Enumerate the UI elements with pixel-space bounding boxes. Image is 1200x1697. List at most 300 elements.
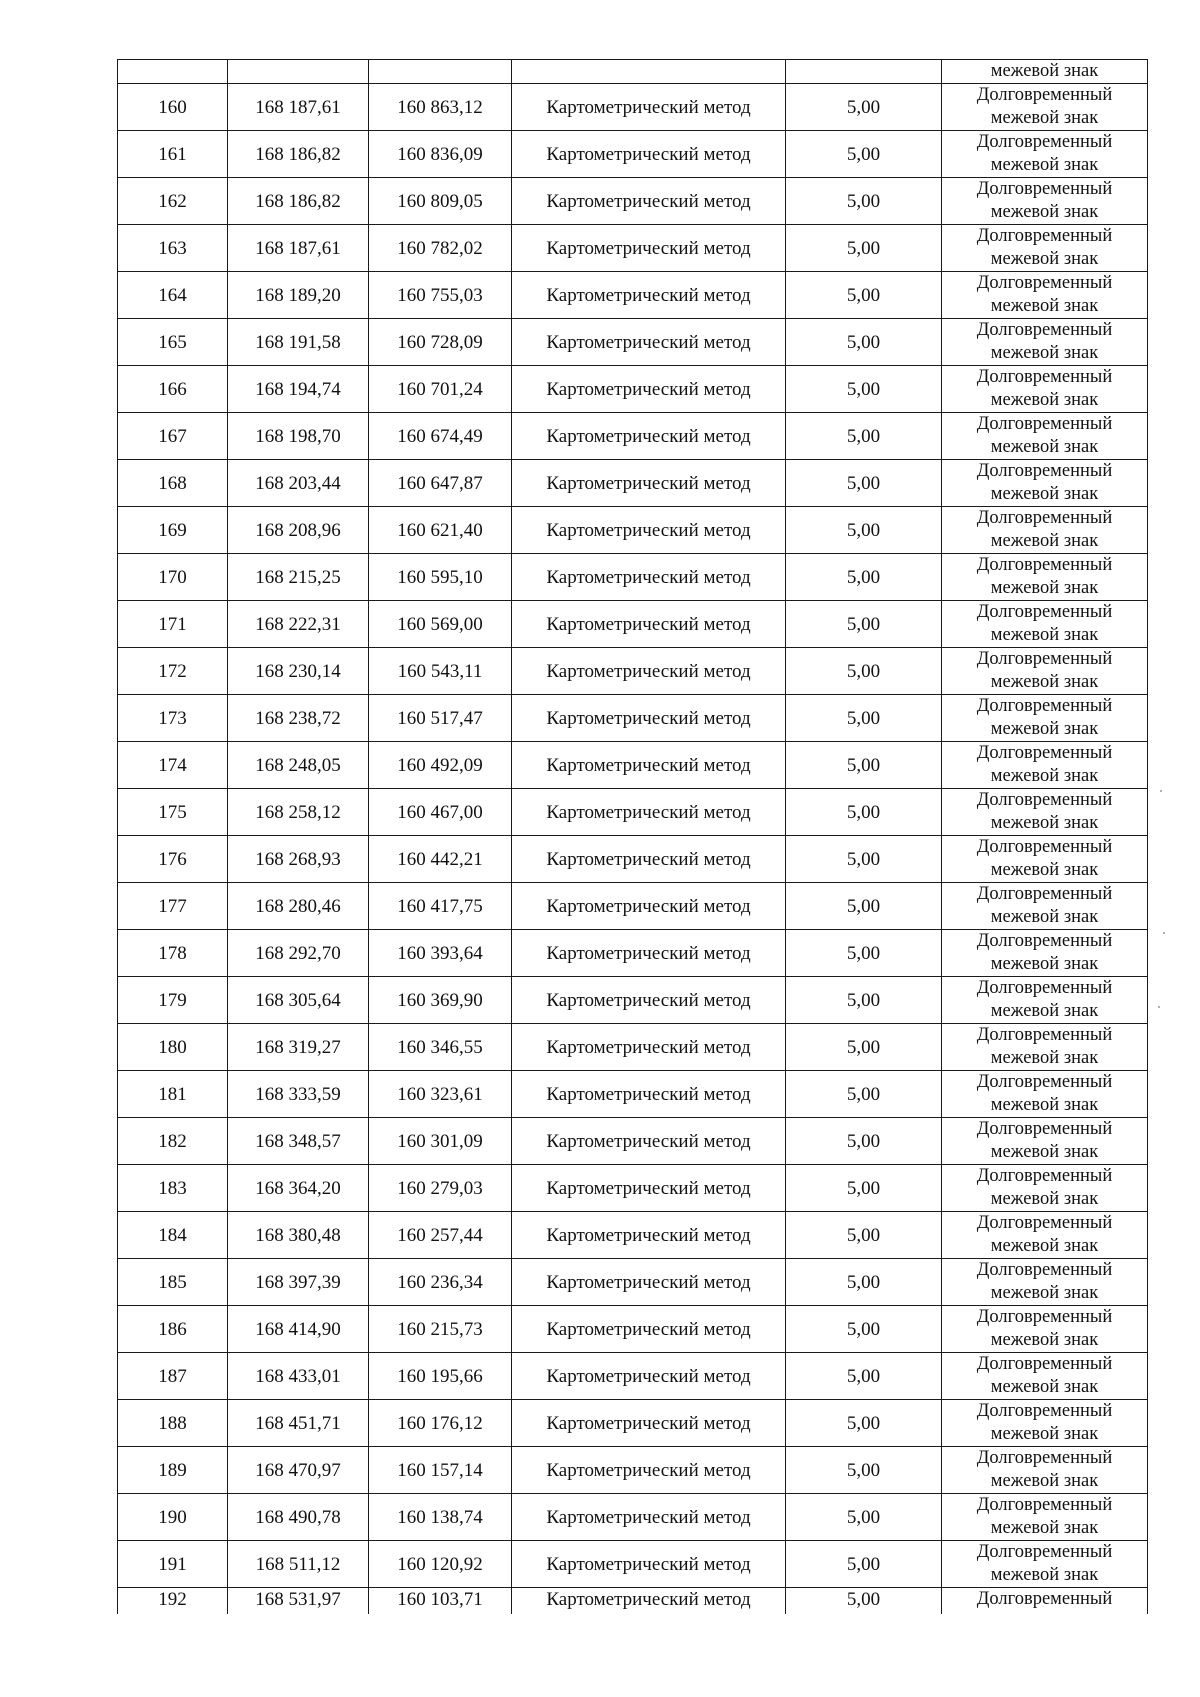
mark-line: межевой знак: [990, 907, 1099, 927]
table-row: [118, 930, 1148, 977]
precision-cell: 5,00: [786, 1165, 942, 1212]
point-number-cell: 192: [118, 1588, 228, 1615]
mark-description-cell: [942, 554, 1148, 601]
method-cell: Картометрический метод: [512, 178, 786, 225]
mark-line: межевой знак: [990, 296, 1099, 316]
mark-line: межевой знак: [990, 1424, 1099, 1444]
mark-description-cell: [942, 1494, 1148, 1541]
x-coordinate-cell: 168 268,93: [228, 836, 369, 883]
point-number-cell: 183: [118, 1165, 228, 1212]
point-number-cell: 168: [118, 460, 228, 507]
point-number-cell: 162: [118, 178, 228, 225]
method-cell: Картометрический метод: [512, 1400, 786, 1447]
y-coordinate-cell: 160 863,12: [369, 84, 512, 131]
precision-cell: 5,00: [786, 507, 942, 554]
y-coordinate-cell: 160 569,00: [369, 601, 512, 648]
x-coordinate-cell: 168 380,48: [228, 1212, 369, 1259]
precision-cell: 5,00: [786, 554, 942, 601]
table-row: [118, 1400, 1148, 1447]
y-coordinate-cell: 160 195,66: [369, 1353, 512, 1400]
method-cell: Картометрический метод: [512, 1165, 786, 1212]
point-number-cell: 189: [118, 1447, 228, 1494]
y-coordinate-cell: 160 492,09: [369, 742, 512, 789]
mark-line: межевой знак: [990, 155, 1099, 175]
precision-cell: 5,00: [786, 1118, 942, 1165]
precision-cell: 5,00: [786, 1259, 942, 1306]
mark-line: Долговременный: [976, 226, 1113, 246]
table-row: [118, 836, 1148, 883]
precision-cell: 5,00: [786, 742, 942, 789]
precision-cell: 5,00: [786, 883, 942, 930]
mark-description-cell: [942, 1071, 1148, 1118]
mark-line: Долговременный: [976, 884, 1113, 904]
precision-cell: 5,00: [786, 1400, 942, 1447]
method-cell: Картометрический метод: [512, 789, 786, 836]
mark-line: межевой знак: [990, 813, 1099, 833]
mark-line: Долговременный: [976, 555, 1113, 575]
x-coordinate-cell: 168 215,25: [228, 554, 369, 601]
y-coordinate-cell: 160 103,71: [369, 1588, 512, 1615]
mark-line: межевой знак: [990, 531, 1099, 551]
mark-line: Долговременный: [976, 1401, 1113, 1421]
table-row: [118, 648, 1148, 695]
x-coordinate-cell: 168 397,39: [228, 1259, 369, 1306]
method-cell: Картометрический метод: [512, 366, 786, 413]
method-cell: Картометрический метод: [512, 554, 786, 601]
mark-line: межевой знак: [990, 1236, 1099, 1256]
x-coordinate-cell: 168 511,12: [228, 1541, 369, 1588]
mark-description-cell: [942, 225, 1148, 272]
mark-line: Долговременный: [976, 179, 1113, 199]
y-coordinate-cell: 160 701,24: [369, 366, 512, 413]
point-number-cell: 188: [118, 1400, 228, 1447]
x-coordinate-cell: 168 531,97: [228, 1588, 369, 1615]
y-coordinate-cell: 160 621,40: [369, 507, 512, 554]
mark-line: Долговременный: [976, 367, 1113, 387]
x-coordinate-cell: 168 258,12: [228, 789, 369, 836]
mark-description-cell: [942, 883, 1148, 930]
table-row: [118, 883, 1148, 930]
mark-line: межевой знак: [990, 1330, 1099, 1350]
mark-line: межевой знак: [990, 766, 1099, 786]
x-coordinate-cell: 168 186,82: [228, 131, 369, 178]
table-row: [118, 225, 1148, 272]
point-number-cell: 171: [118, 601, 228, 648]
y-coordinate-cell: 160 647,87: [369, 460, 512, 507]
method-cell: Картометрический метод: [512, 836, 786, 883]
mark-description-cell: [942, 1165, 1148, 1212]
mark-description-cell: [942, 413, 1148, 460]
mark-line: межевой знак: [990, 1283, 1099, 1303]
x-coordinate-cell: 168 230,14: [228, 648, 369, 695]
table-row: [118, 1541, 1148, 1588]
boundary-points-table: [117, 59, 1148, 1614]
mark-line: Долговременный: [976, 1589, 1113, 1609]
method-cell: Картометрический метод: [512, 930, 786, 977]
mark-description-cell: [942, 1400, 1148, 1447]
x-coordinate-cell: 168 470,97: [228, 1447, 369, 1494]
point-number-cell: 172: [118, 648, 228, 695]
table-row: [118, 1212, 1148, 1259]
table-body: [118, 60, 1148, 1615]
mark-description-cell: [942, 1353, 1148, 1400]
method-cell: Картометрический метод: [512, 460, 786, 507]
mark-description-cell: [942, 319, 1148, 366]
mark-line: Долговременный: [976, 602, 1113, 622]
scan-speck: [1158, 1006, 1160, 1008]
y-coordinate-cell: 160 236,34: [369, 1259, 512, 1306]
method-cell: Картометрический метод: [512, 1212, 786, 1259]
mark-line: Долговременный: [976, 461, 1113, 481]
mark-description-cell: [942, 695, 1148, 742]
mark-line: Долговременный: [976, 1260, 1113, 1280]
table-row: [118, 413, 1148, 460]
y-coordinate-cell: 160 369,90: [369, 977, 512, 1024]
x-coordinate-cell: 168 433,01: [228, 1353, 369, 1400]
mark-description-cell: [942, 1447, 1148, 1494]
method-cell: Картометрический метод: [512, 225, 786, 272]
point-number-cell: 175: [118, 789, 228, 836]
point-number-cell: 190: [118, 1494, 228, 1541]
precision-cell: 5,00: [786, 225, 942, 272]
mark-line: Долговременный: [976, 837, 1113, 857]
table-row: [118, 1024, 1148, 1071]
x-coordinate-cell: 168 208,96: [228, 507, 369, 554]
mark-line: Долговременный: [976, 790, 1113, 810]
y-coordinate-cell: 160 809,05: [369, 178, 512, 225]
x-coordinate-cell: 168 414,90: [228, 1306, 369, 1353]
mark-description-cell: [942, 789, 1148, 836]
table-row: [118, 366, 1148, 413]
table-row: [118, 742, 1148, 789]
precision-cell: 5,00: [786, 1353, 942, 1400]
scan-speck: [1163, 932, 1165, 934]
mark-description-cell: [942, 366, 1148, 413]
x-coordinate-cell: 168 238,72: [228, 695, 369, 742]
mark-line: межевой знак: [990, 625, 1099, 645]
method-cell: Картометрический метод: [512, 1071, 786, 1118]
precision-cell: 5,00: [786, 930, 942, 977]
point-number-cell: 164: [118, 272, 228, 319]
method-cell: Картометрический метод: [512, 1259, 786, 1306]
y-coordinate-cell: 160 393,64: [369, 930, 512, 977]
y-coordinate-cell: 160 728,09: [369, 319, 512, 366]
x-coordinate-cell: 168 319,27: [228, 1024, 369, 1071]
mark-line: Долговременный: [976, 1072, 1113, 1092]
mark-line: межевой знак: [990, 390, 1099, 410]
point-number-cell: 180: [118, 1024, 228, 1071]
point-number-cell: 178: [118, 930, 228, 977]
mark-line: Долговременный: [976, 1495, 1113, 1515]
table-row: [118, 178, 1148, 225]
precision-cell: 5,00: [786, 460, 942, 507]
precision-cell: 5,00: [786, 1447, 942, 1494]
x-coordinate-cell: 168 203,44: [228, 460, 369, 507]
point-number-cell: 176: [118, 836, 228, 883]
mark-line: межевой знак: [990, 1048, 1099, 1068]
mark-line: Долговременный: [976, 931, 1113, 951]
mark-line: Долговременный: [976, 1119, 1113, 1139]
point-number-cell: 165: [118, 319, 228, 366]
mark-description-cell: [942, 131, 1148, 178]
y-coordinate-cell: 160 120,92: [369, 1541, 512, 1588]
mark-line: Долговременный: [976, 1307, 1113, 1327]
x-coordinate-cell: 168 248,05: [228, 742, 369, 789]
table-row: [118, 272, 1148, 319]
y-coordinate-cell: 160 138,74: [369, 1494, 512, 1541]
mark-line: межевой знак: [990, 343, 1099, 363]
y-coordinate-cell: [369, 60, 512, 84]
y-coordinate-cell: 160 215,73: [369, 1306, 512, 1353]
y-coordinate-cell: 160 157,14: [369, 1447, 512, 1494]
precision-cell: 5,00: [786, 1494, 942, 1541]
y-coordinate-cell: 160 442,21: [369, 836, 512, 883]
method-cell: Картометрический метод: [512, 1588, 786, 1615]
y-coordinate-cell: 160 467,00: [369, 789, 512, 836]
mark-line: межевой знак: [990, 1189, 1099, 1209]
table-row: [118, 977, 1148, 1024]
mark-description-cell: [942, 1024, 1148, 1071]
mark-line: межевой знак: [990, 437, 1099, 457]
y-coordinate-cell: 160 782,02: [369, 225, 512, 272]
mark-description-cell: [942, 84, 1148, 131]
precision-cell: 5,00: [786, 413, 942, 460]
x-coordinate-cell: 168 194,74: [228, 366, 369, 413]
table-row-continued: [118, 60, 1148, 84]
mark-line: межевой знак: [990, 672, 1099, 692]
table-row: [118, 1259, 1148, 1306]
x-coordinate-cell: [228, 60, 369, 84]
method-cell: Картометрический метод: [512, 742, 786, 789]
method-cell: Картометрический метод: [512, 601, 786, 648]
y-coordinate-cell: 160 517,47: [369, 695, 512, 742]
method-cell: Картометрический метод: [512, 1494, 786, 1541]
mark-description-cell: [942, 460, 1148, 507]
mark-line: Долговременный: [976, 696, 1113, 716]
method-cell: Картометрический метод: [512, 977, 786, 1024]
mark-line: Долговременный: [976, 273, 1113, 293]
point-number-cell: 185: [118, 1259, 228, 1306]
method-cell: Картометрический метод: [512, 1306, 786, 1353]
y-coordinate-cell: 160 346,55: [369, 1024, 512, 1071]
scan-speck: [1160, 790, 1162, 792]
mark-line: Долговременный: [976, 649, 1113, 669]
mark-line: межевой знак: [990, 1518, 1099, 1538]
mark-line: межевой знак: [990, 202, 1099, 222]
precision-cell: 5,00: [786, 1588, 942, 1615]
point-number-cell: 173: [118, 695, 228, 742]
x-coordinate-cell: 168 198,70: [228, 413, 369, 460]
method-cell: Картометрический метод: [512, 507, 786, 554]
y-coordinate-cell: 160 279,03: [369, 1165, 512, 1212]
point-number-cell: 187: [118, 1353, 228, 1400]
table-row: [118, 1118, 1148, 1165]
x-coordinate-cell: 168 451,71: [228, 1400, 369, 1447]
x-coordinate-cell: 168 292,70: [228, 930, 369, 977]
x-coordinate-cell: 168 305,64: [228, 977, 369, 1024]
mark-description-cell: [942, 60, 1148, 84]
point-number-cell: 186: [118, 1306, 228, 1353]
precision-cell: 5,00: [786, 319, 942, 366]
point-number-cell: 184: [118, 1212, 228, 1259]
mark-line: межевой знак: [990, 1377, 1099, 1397]
precision-cell: [786, 60, 942, 84]
mark-line: межевой знак: [990, 484, 1099, 504]
mark-line: Долговременный: [976, 1166, 1113, 1186]
mark-line: межевой знак: [990, 108, 1099, 128]
precision-cell: 5,00: [786, 272, 942, 319]
precision-cell: 5,00: [786, 131, 942, 178]
point-number-cell: 179: [118, 977, 228, 1024]
mark-line: межевой знак: [990, 1095, 1099, 1115]
mark-line: Долговременный: [976, 978, 1113, 998]
method-cell: Картометрический метод: [512, 1447, 786, 1494]
mark-line: Долговременный: [976, 743, 1113, 763]
x-coordinate-cell: 168 222,31: [228, 601, 369, 648]
precision-cell: 5,00: [786, 789, 942, 836]
mark-description-cell: [942, 648, 1148, 695]
precision-cell: 5,00: [786, 695, 942, 742]
table-row: [118, 1494, 1148, 1541]
method-cell: Картометрический метод: [512, 648, 786, 695]
precision-cell: 5,00: [786, 648, 942, 695]
mark-description-cell: [942, 1259, 1148, 1306]
table-row: [118, 1306, 1148, 1353]
point-number-cell: 167: [118, 413, 228, 460]
mark-description-cell: [942, 977, 1148, 1024]
x-coordinate-cell: 168 490,78: [228, 1494, 369, 1541]
mark-description-cell: [942, 272, 1148, 319]
point-number-cell: 169: [118, 507, 228, 554]
mark-line: межевой знак: [990, 1001, 1099, 1021]
x-coordinate-cell: 168 187,61: [228, 225, 369, 272]
table-row: [118, 131, 1148, 178]
table-row: [118, 1447, 1148, 1494]
y-coordinate-cell: 160 176,12: [369, 1400, 512, 1447]
precision-cell: 5,00: [786, 977, 942, 1024]
mark-description-cell: [942, 178, 1148, 225]
table-row: [118, 84, 1148, 131]
y-coordinate-cell: 160 595,10: [369, 554, 512, 601]
x-coordinate-cell: 168 348,57: [228, 1118, 369, 1165]
x-coordinate-cell: 168 187,61: [228, 84, 369, 131]
table-row: [118, 1353, 1148, 1400]
mark-line: Долговременный: [976, 320, 1113, 340]
y-coordinate-cell: 160 257,44: [369, 1212, 512, 1259]
method-cell: Картометрический метод: [512, 695, 786, 742]
mark-description-cell: [942, 1306, 1148, 1353]
precision-cell: 5,00: [786, 1541, 942, 1588]
y-coordinate-cell: 160 674,49: [369, 413, 512, 460]
mark-line: межевой знак: [990, 1142, 1099, 1162]
point-number-cell: 177: [118, 883, 228, 930]
precision-cell: 5,00: [786, 836, 942, 883]
table-row: [118, 460, 1148, 507]
mark-description-cell: [942, 836, 1148, 883]
mark-line: межевой знак: [990, 249, 1099, 269]
table-row: [118, 507, 1148, 554]
point-number-cell: 181: [118, 1071, 228, 1118]
point-number-cell: 182: [118, 1118, 228, 1165]
point-number-cell: [118, 60, 228, 84]
method-cell: Картометрический метод: [512, 1118, 786, 1165]
method-cell: Картометрический метод: [512, 883, 786, 930]
mark-line: межевой знак: [990, 719, 1099, 739]
method-cell: Картометрический метод: [512, 1541, 786, 1588]
mark-description-cell: [942, 601, 1148, 648]
point-number-cell: 160: [118, 84, 228, 131]
y-coordinate-cell: 160 323,61: [369, 1071, 512, 1118]
mark-line: межевой знак: [990, 954, 1099, 974]
method-cell: Картометрический метод: [512, 1353, 786, 1400]
method-cell: Картометрический метод: [512, 413, 786, 460]
x-coordinate-cell: 168 364,20: [228, 1165, 369, 1212]
mark-line: Долговременный: [976, 1354, 1113, 1374]
method-cell: Картометрический метод: [512, 272, 786, 319]
precision-cell: 5,00: [786, 1024, 942, 1071]
mark-description-cell: [942, 1118, 1148, 1165]
precision-cell: 5,00: [786, 1071, 942, 1118]
mark-line: Долговременный: [976, 1213, 1113, 1233]
mark-description-cell: [942, 507, 1148, 554]
method-cell: Картометрический метод: [512, 84, 786, 131]
mark-line: межевой знак: [990, 860, 1099, 880]
y-coordinate-cell: 160 417,75: [369, 883, 512, 930]
table-row: [118, 789, 1148, 836]
x-coordinate-cell: 168 280,46: [228, 883, 369, 930]
y-coordinate-cell: 160 836,09: [369, 131, 512, 178]
mark-description-cell: [942, 930, 1148, 977]
mark-line: межевой знак: [990, 61, 1099, 81]
point-number-cell: 191: [118, 1541, 228, 1588]
mark-line: Долговременный: [976, 85, 1113, 105]
y-coordinate-cell: 160 301,09: [369, 1118, 512, 1165]
table-row: [118, 1165, 1148, 1212]
table-row: [118, 601, 1148, 648]
point-number-cell: 170: [118, 554, 228, 601]
mark-line: Долговременный: [976, 1542, 1113, 1562]
x-coordinate-cell: 168 191,58: [228, 319, 369, 366]
method-cell: [512, 60, 786, 84]
precision-cell: 5,00: [786, 1306, 942, 1353]
table-row: [118, 695, 1148, 742]
x-coordinate-cell: 168 189,20: [228, 272, 369, 319]
table-row-cut-off: [118, 1588, 1148, 1615]
mark-line: межевой знак: [990, 1565, 1099, 1585]
point-number-cell: 163: [118, 225, 228, 272]
x-coordinate-cell: 168 186,82: [228, 178, 369, 225]
point-number-cell: 166: [118, 366, 228, 413]
mark-line: Долговременный: [976, 414, 1113, 434]
mark-line: межевой знак: [990, 1471, 1099, 1491]
precision-cell: 5,00: [786, 1212, 942, 1259]
method-cell: Картометрический метод: [512, 319, 786, 366]
y-coordinate-cell: 160 543,11: [369, 648, 512, 695]
mark-line: межевой знак: [990, 578, 1099, 598]
mark-description-cell: [942, 1212, 1148, 1259]
table-row: [118, 1071, 1148, 1118]
mark-line: Долговременный: [976, 132, 1113, 152]
precision-cell: 5,00: [786, 366, 942, 413]
precision-cell: 5,00: [786, 601, 942, 648]
method-cell: Картометрический метод: [512, 1024, 786, 1071]
table-row: [118, 554, 1148, 601]
table-row: [118, 319, 1148, 366]
mark-line: Долговременный: [976, 1025, 1113, 1045]
point-number-cell: 161: [118, 131, 228, 178]
y-coordinate-cell: 160 755,03: [369, 272, 512, 319]
precision-cell: 5,00: [786, 178, 942, 225]
